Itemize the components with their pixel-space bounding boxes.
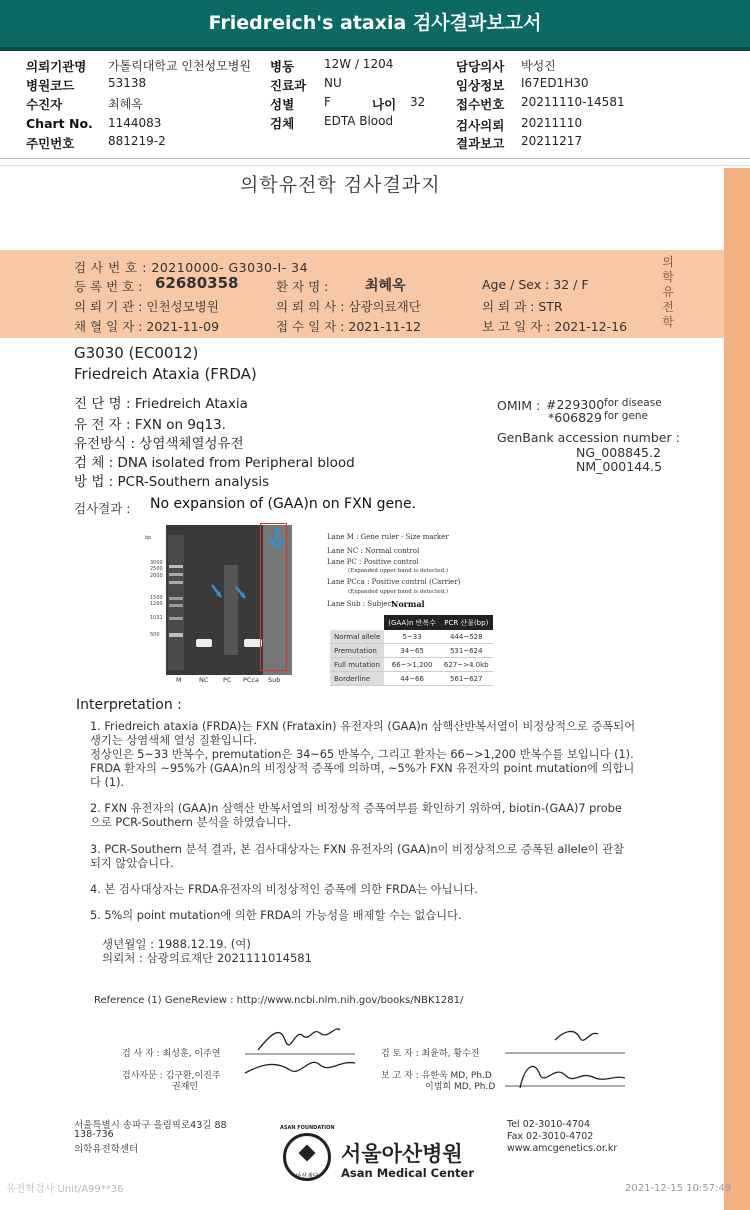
table-cell: 531~624 [440, 644, 493, 658]
header-label: 검사의뢰 [456, 118, 505, 133]
website: www.amcgenetics.or.kr [507, 1143, 618, 1154]
interp-line: 정상인은 5~33 반복수, premutation은 34~65 반복수, 그리고 환자는 66~>1,200 반복수를 보입니다 (1). [90, 748, 634, 761]
reg-no: 62680358 [155, 274, 239, 292]
header-label: 나이 [372, 97, 397, 112]
table-cell: 561~627 [440, 672, 493, 686]
legend-line: Lane NC : Normal control [327, 547, 420, 555]
repeat-table [330, 615, 493, 686]
examiner: 검 사 자 : 최성훈, 이주연 [122, 1049, 221, 1059]
reporter: 보 고 자 : 유한욱 MD, Ph.D [381, 1071, 492, 1081]
hospital-name-en: Asan Medical Center [341, 1166, 475, 1180]
footer-timestamp: 2021-12-15 10:57:49 [625, 1183, 732, 1194]
method: 방 법 : PCR-Southern analysis [74, 474, 270, 490]
header-value: 20211217 [521, 134, 583, 148]
hospital-name-ko: 서울아산병원 [341, 1142, 463, 1166]
omim-label: OMIM : [497, 398, 541, 413]
center-name: 의학유전학센터 [74, 1144, 139, 1155]
header-value: EDTA Blood [324, 114, 394, 128]
table-cell: 66~>1,200 [384, 658, 440, 672]
requester: 의뢰처 : 삼광의료재단 2021111014581 [102, 951, 312, 965]
footer-unit: 유전학검사 Unit/A99**36 [6, 1184, 124, 1195]
specimen: 검 체 : DNA isolated from Peripheral blood [74, 455, 355, 471]
header-value: 20211110-14581 [521, 95, 625, 109]
gel-bp-label: bp [145, 535, 152, 541]
divider [0, 158, 750, 159]
age-sex: Age / Sex : 32 / F [482, 277, 589, 292]
header-label: 검체 [270, 116, 295, 131]
ladder-label: 2000 [150, 573, 163, 579]
ladder-label: 2500 [150, 566, 163, 572]
gene: 유 전 자 : FXN on 9q13. [74, 417, 226, 433]
examiner-signature [240, 1015, 360, 1090]
header-value: F [324, 95, 331, 109]
header-value: 32 [410, 95, 426, 109]
header-label: 임상정보 [456, 78, 505, 93]
result-text: No expansion of (GAA)n on FXN gene. [150, 496, 417, 512]
header-label: 접수번호 [456, 97, 505, 112]
test-code: G3030 (EC0012) [74, 344, 199, 362]
header-value: 가톨릭대학교 인천성모병원 [108, 59, 251, 73]
logo-inner-text: 아산재단 [295, 1173, 319, 1180]
header-value: 1144083 [108, 116, 162, 130]
table-cell: 44~66 [384, 672, 440, 686]
omim-disease: #229300 [546, 397, 605, 412]
interp-line: 다 (1). [90, 776, 125, 789]
subject-lane-highlight [260, 523, 287, 671]
report-title: Friedreich's ataxia 검사결과보고서 [0, 0, 750, 51]
reference: Reference (1) GeneReview : http://www.ncbi.nlm.nih.gov/books/NBK1281/ [94, 995, 464, 1006]
table-cell: Full mutation [330, 658, 384, 672]
omim-gene-note: for gene [604, 410, 649, 422]
header-value: 20211110 [521, 116, 583, 130]
table-cell: Premutation [330, 644, 384, 658]
table-cell: 444~528 [440, 630, 493, 644]
table-header: (GAA)n 반복수 [384, 615, 440, 630]
consultant: 검사자문 : 김구환,이진주 [122, 1071, 221, 1081]
table-cell: 34~65 [384, 644, 440, 658]
reviewer-signature [500, 1020, 630, 1095]
table-cell: 5~33 [384, 630, 440, 644]
postal-code: 138-736 [74, 1129, 114, 1140]
lane-label: PC [223, 676, 232, 684]
table-cell: 627~>4.0kb [440, 658, 493, 672]
legend-normal: Normal [391, 599, 425, 609]
lane-label: PCca [243, 676, 260, 684]
lane-label: M [176, 676, 182, 684]
institution: 의 뢰 기 관 : 인천성모병원 [74, 299, 219, 314]
lane-label: NC [199, 676, 209, 684]
header-value: I67ED1H30 [521, 76, 589, 90]
interp-line: FRDA 환자의 ~95%가 (GAA)n의 비정상적 증폭에 의하며, ~5%가 FXN 유전자의 point mutation에 의합니 [90, 762, 635, 775]
header-label: 성별 [270, 97, 295, 112]
patient-label: 환 자 명 : [276, 279, 329, 294]
orange-strip [724, 168, 750, 1210]
interp-line: 2. FXN 유전자의 (GAA)n 삼핵산 반복서열의 비정상적 증폭여부를 확인하기 위하여, biotin-(GAA)7 probe [90, 802, 622, 815]
result-label: 검사결과 : [74, 501, 131, 516]
genbank-label: GenBank accession number : [497, 430, 680, 445]
header-label: 의뢰기관명 [26, 59, 87, 74]
ladder-label: 1200 [150, 601, 163, 607]
reviewer: 검 토 자 : 최윤하, 황수진 [381, 1049, 480, 1059]
legend-line: Lane PCca : Positive control (Carrier) [327, 578, 461, 586]
address: 서울특별시 송파구 올림픽로43길 88 [74, 1120, 227, 1131]
table-row [330, 630, 493, 644]
header-value: 881219-2 [108, 134, 166, 148]
tel: Tel 02-3010-4704 [507, 1119, 590, 1130]
interp-line: 5. 5%의 point mutation에 의한 FRDA의 가능성을 배제할 수는 없습니다. [90, 909, 462, 922]
header-label: 병원코드 [26, 78, 75, 93]
header-label: 주민번호 [26, 136, 75, 151]
referring-doctor: 의 뢰 의 사 : 삼광의료재단 [276, 299, 421, 314]
omim-disease-note: for disease [604, 397, 662, 409]
interp-line: 으로 PCR-Southern 분석을 하였습니다. [90, 816, 292, 829]
legend-line: Lane PC : Positive control [327, 558, 419, 566]
header-label: 담당의사 [456, 59, 505, 74]
table-row [330, 672, 493, 686]
lane-label: Sub [268, 676, 281, 684]
report-heading: 의학유전학 검사결과지 [240, 174, 441, 196]
reg-no-label: 등 록 번 호 : [74, 279, 143, 294]
department: 의 뢰 과 : STR [482, 299, 563, 314]
interp-line: 4. 본 검사대상자는 FRDA유전자의 비정상적인 증폭에 의한 FRDA는 아닙니다. [90, 883, 478, 896]
legend-line: Lane Sub : Subject- [327, 600, 397, 608]
table-header [330, 615, 384, 630]
patient-name: 최혜옥 [365, 278, 406, 294]
ladder-label: 1500 [150, 595, 163, 601]
omim-gene: *606829 [548, 410, 602, 425]
interp-line: 3. PCR-Southern 분석 결과, 본 검사대상자는 FXN 유전자의 (GAA)n이 비정상적으로 증폭된 allele이 관찰 [90, 843, 625, 856]
test-name: Friedreich Ataxia (FRDA) [74, 365, 257, 383]
header-label: 결과보고 [456, 136, 505, 151]
logo-ring-text: ASAN FOUNDATION [280, 1125, 335, 1131]
interp-line: 1. Friedreich ataxia (FRDA)는 FXN (Frataxin) 유전자의 (GAA)n 삼핵산반복서열이 비정상적으로 증폭되어 [90, 720, 636, 733]
genbank-ng: NG_008845.2 [576, 445, 661, 460]
vertical-label: 의 학 유 전 학 [662, 255, 674, 329]
header-value: 53138 [108, 76, 147, 90]
ladder-label: 1031 [150, 615, 163, 621]
table-cell: Normal allele [330, 630, 384, 644]
header-value: 최혜옥 [108, 97, 143, 111]
header-value: NU [324, 76, 342, 90]
ladder-label: 3000 [150, 560, 163, 566]
consultant-2: 권재민 [172, 1082, 199, 1092]
table-cell: Borderline [330, 672, 384, 686]
header-label: Chart No. [26, 116, 93, 131]
header-value: 12W / 1204 [324, 57, 394, 71]
report-date: 보 고 일 자 : 2021-12-16 [482, 319, 628, 334]
interp-line: 되지 않았습니다. [90, 857, 174, 870]
legend-line: (Expanded upper band is detected.) [348, 568, 449, 574]
header-label: 진료과 [270, 78, 307, 93]
collect-date: 채 혈 일 자 : 2021-11-09 [74, 319, 220, 334]
ladder-label: 500 [150, 632, 160, 638]
table-header-row [330, 615, 493, 630]
header-label: 수진자 [26, 97, 63, 112]
table-header: PCR 산물(bp) [440, 615, 493, 630]
table-row [330, 644, 493, 658]
legend-line: (Expanded upper band is detected.) [348, 589, 449, 595]
birth-date: 생년월일 : 1988.12.19. (여) [102, 937, 251, 951]
header-label: 병동 [270, 59, 295, 74]
reporter-2: 이범희 MD, Ph.D [425, 1082, 496, 1092]
diagnosis: 진 단 명 : Friedreich Ataxia [74, 396, 248, 412]
legend-line: Lane M : Gene ruler - Size marker [327, 533, 449, 541]
inheritance: 유전방식 : 상염색체열성유전 [74, 436, 244, 452]
fax: Fax 02-3010-4702 [507, 1131, 594, 1142]
interpretation-title: Interpretation : [76, 697, 182, 713]
receive-date: 접 수 일 자 : 2021-11-12 [276, 319, 422, 334]
interp-line: 생기는 상염색체 열성 질환입니다. [90, 734, 258, 747]
table-row [330, 658, 493, 672]
genbank-nm: NM_000144.5 [576, 459, 663, 474]
test-number: 검 사 번 호 : 20210000- G3030-I- 34 [74, 260, 309, 275]
header-value: 박성진 [521, 59, 556, 73]
